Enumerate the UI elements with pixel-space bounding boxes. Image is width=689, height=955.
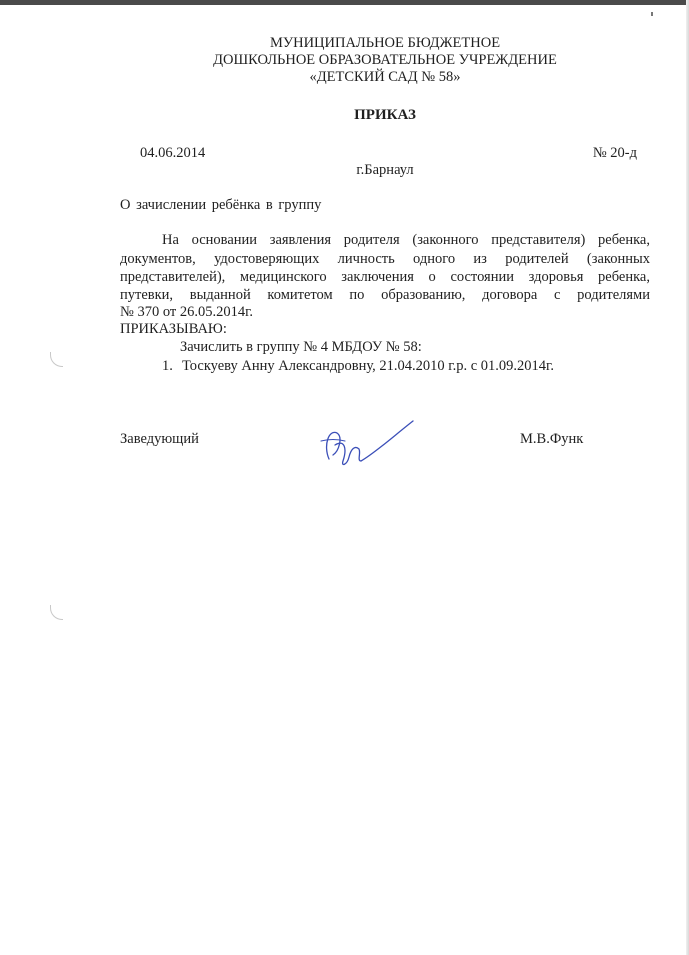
org-name-line-1: МУНИЦИПАЛЬНОЕ БЮДЖЕТНОЕ: [269, 35, 501, 51]
body-paragraph-line: № 370 от 26.05.2014г.: [120, 304, 254, 320]
punch-hole-mark: [50, 605, 63, 620]
punch-hole-mark: [50, 352, 63, 367]
scan-speck: [651, 12, 653, 16]
document-city: г.Барнаул: [356, 162, 414, 178]
org-name-line-2: ДОШКОЛЬНОЕ ОБРАЗОВАТЕЛЬНОЕ УЧРЕЖДЕНИЕ: [213, 52, 557, 68]
document-date: 04.06.2014: [140, 145, 206, 161]
order-word: ПРИКАЗЫВАЮ:: [120, 321, 227, 337]
body-paragraph-line: документов, удостоверяющих личность одного из родителей (законных: [120, 251, 650, 267]
document-number: № 20-д: [592, 145, 637, 161]
signature-role: Заведующий: [120, 431, 199, 447]
enroll-line: Зачислить в группу № 4 МБДОУ № 58:: [180, 339, 422, 355]
list-item-text: Тоскуеву Анну Александровну, 21.04.2010 г.р. с 01.09.2014г.: [182, 358, 554, 374]
handwritten-signature: [315, 415, 415, 475]
signatory-name: М.В.Функ: [520, 431, 584, 447]
document-title: ПРИКАЗ: [354, 107, 416, 123]
org-name-line-3: «ДЕТСКИЙ САД № 58»: [309, 69, 461, 85]
body-paragraph-line: путевки, выданной комитетом по образованию, договора с родителями: [120, 287, 650, 303]
document-subject: О зачислении ребёнка в группу: [120, 197, 322, 213]
scan-top-edge: [0, 0, 689, 5]
body-paragraph-line: представителей), медицинского заключения о состоянии здоровья ребенка,: [120, 269, 650, 285]
body-paragraph-line: На основании заявления родителя (законного представителя) ребенка,: [162, 232, 650, 248]
list-item-number: 1.: [162, 358, 173, 374]
